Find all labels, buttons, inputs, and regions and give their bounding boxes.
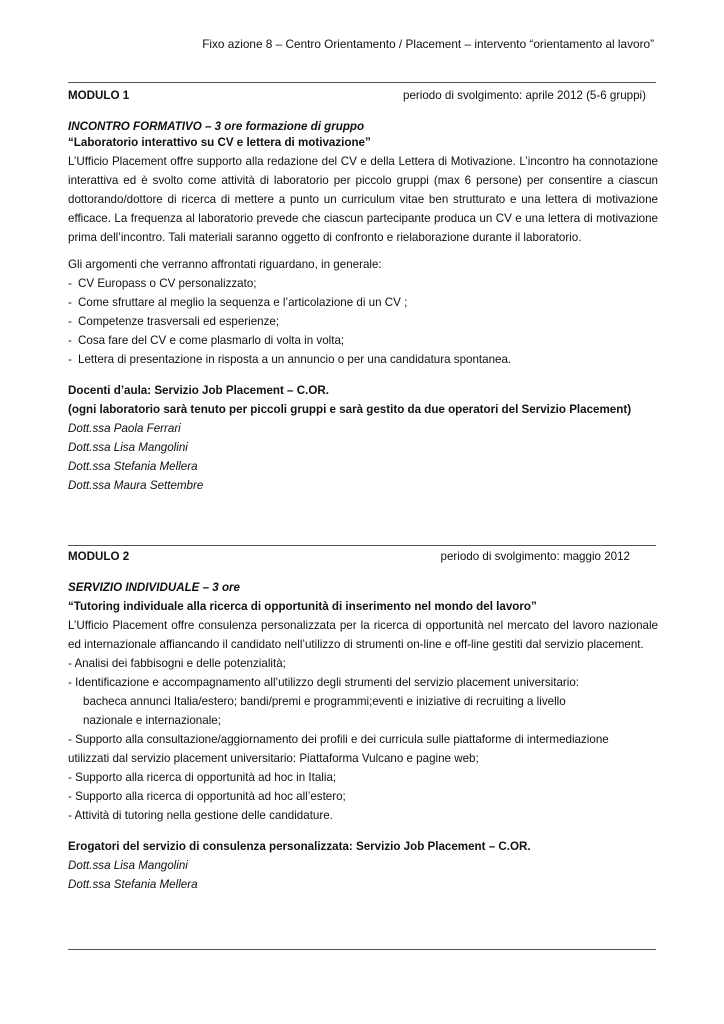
list-item: - Supporto alla ricerca di opportunità ad hoc all’estero; xyxy=(68,790,346,803)
providers-label: Erogatori del servizio di consulenza personalizzata: Servizio Job Placement – C.OR. xyxy=(68,840,531,853)
list-item: - Supporto alla ricerca di opportunità ad hoc in Italia; xyxy=(68,771,337,784)
list-item-continuation: bacheca annunci Italia/estero; bandi/premi e programmi;eventi e iniziative di recruiting a livello xyxy=(83,695,566,708)
list-item: - Cosa fare del CV e come plasmarlo di volta in volta; xyxy=(68,334,345,347)
module-2-heading xyxy=(68,547,658,566)
list-item: - Attività di tutoring nella gestione delle candidature. xyxy=(68,809,333,822)
list-item: - Analisi dei fabbisogni e delle potenzialità; xyxy=(68,657,286,670)
teacher-name: Dott.ssa Stefania Mellera xyxy=(68,460,198,473)
module-1-subtitle: INCONTRO FORMATIVO – 3 ore formazione di gruppo xyxy=(68,120,365,133)
list-item-continuation: utilizzati dal servizio placement universitario: Piattaforma Vulcano e pagine web; xyxy=(68,752,479,765)
module-2 xyxy=(68,547,658,894)
teachers-note: (ogni laboratorio sarà tenuto per piccoli gruppi e sarà gestito da due operatori del Servizio Placement) xyxy=(68,403,632,416)
list-item: - Supporto alla consultazione/aggiornamento dei profili e dei curricula sulle piattaforme di intermediazione xyxy=(68,733,609,746)
topics-list xyxy=(68,274,658,369)
list-item: - Lettera di presentazione in risposta a un annuncio o per una candidatura spontanea. xyxy=(68,353,512,366)
list-item: - Identificazione e accompagnamento all’utilizzo degli strumenti del servizio placement universitario: xyxy=(68,676,580,689)
list-item: - Competenze trasversali ed esperienze; xyxy=(68,315,280,328)
divider-bottom xyxy=(68,949,656,950)
module-1-period: periodo di svolgimento: aprile 2012 (5-6 gruppi) xyxy=(403,89,646,102)
module-2-subtitle: SERVIZIO INDIVIDUALE – 3 ore xyxy=(68,581,241,594)
module-1-paragraph: L’Ufficio Placement offre supporto alla redazione del CV e della Lettera di Motivazione. L’incontro ha connotazione interattiva ed è svolto come attività di laboratorio per piccolo gruppi (max 6 persone) per consentire a ciascun dottorando/dottore di ricerca di mettere a punto un curriculum vitae ben strutturato e una lettera di motivazione efficace. La frequenza al laboratorio prevede che ciascun partecipante produca un CV e una lettera di motivazione prima dell’incontro. Tali materiali saranno oggetto di confronto e rielaborazione durante il laboratorio. xyxy=(68,155,658,244)
module-1 xyxy=(68,86,658,495)
list-item-continuation: nazionale e internazionale; xyxy=(83,714,221,727)
teacher-name: Dott.ssa Lisa Mangolini xyxy=(68,441,188,454)
services-list xyxy=(68,654,658,825)
list-item: - Come sfruttare al meglio la sequenza e l’articolazione di un CV ; xyxy=(68,296,408,309)
module-1-title: MODULO 1 xyxy=(68,89,130,102)
provider-name: Dott.ssa Lisa Mangolini xyxy=(68,859,188,872)
list-item: - CV Europass o CV personalizzato; xyxy=(68,277,257,290)
divider-middle xyxy=(68,545,656,546)
module-2-paragraph: L’Ufficio Placement offre consulenza personalizzata per la ricerca di opportunità nel mercato del lavoro nazionale ed internazionale affiancando il candidato nell’utilizzo di strumenti on-line e off-line gestiti dal servizio placement. xyxy=(68,619,658,651)
module-2-period: periodo di svolgimento: maggio 2012 xyxy=(440,550,630,563)
teacher-name: Dott.ssa Paola Ferrari xyxy=(68,422,181,435)
module-2-service-title: “Tutoring individuale alla ricerca di opportunità di inserimento nel mondo del lavoro” xyxy=(68,600,537,613)
teacher-name: Dott.ssa Maura Settembre xyxy=(68,479,204,492)
topics-intro: Gli argomenti che verranno affrontati riguardano, in generale: xyxy=(68,258,382,271)
module-1-heading xyxy=(68,86,658,105)
module-1-lab-title: “Laboratorio interattivo su CV e lettera di motivazione” xyxy=(68,136,371,149)
provider-name: Dott.ssa Stefania Mellera xyxy=(68,878,198,891)
module-2-title: MODULO 2 xyxy=(68,550,130,563)
divider-top xyxy=(68,82,656,83)
teachers-label: Docenti d’aula: Servizio Job Placement – C.OR. xyxy=(68,384,329,397)
page-header: Fixo azione 8 – Centro Orientamento / Placement – intervento “orientamento al lavoro” xyxy=(202,37,654,51)
